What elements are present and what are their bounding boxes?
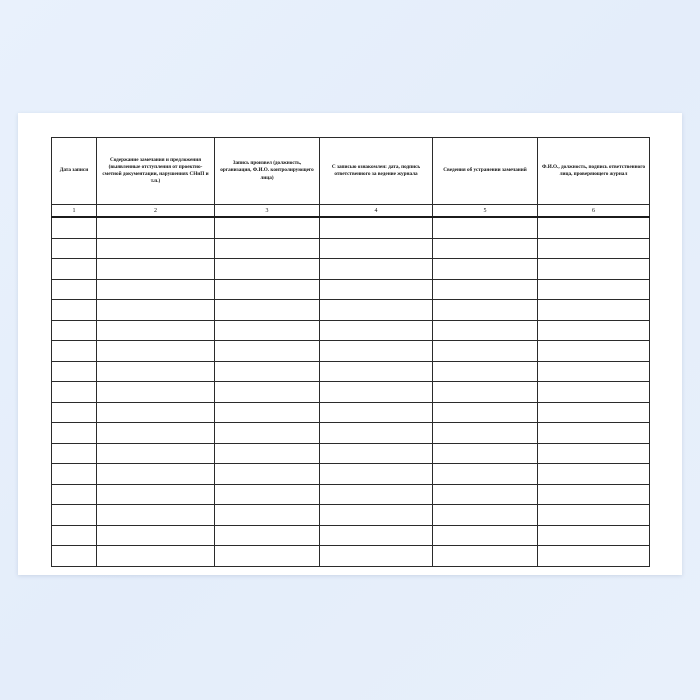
table-cell[interactable]: [215, 259, 320, 280]
journal-table: [51, 137, 650, 567]
column-number-row: [52, 205, 650, 218]
table-header: [52, 138, 650, 218]
table-cell[interactable]: [52, 423, 97, 444]
table-cell[interactable]: [433, 279, 538, 300]
column-header-2: Содержание замечания и предложения (выявленные отступления от проектно-сметной документации, нарушениях СНиП и т.п.): [97, 138, 215, 205]
table-row: [52, 300, 650, 321]
table-cell[interactable]: [97, 464, 215, 485]
table-cell[interactable]: [97, 382, 215, 403]
table-cell[interactable]: [97, 300, 215, 321]
table-cell[interactable]: [215, 525, 320, 546]
table-cell[interactable]: [97, 361, 215, 382]
table-cell[interactable]: [52, 464, 97, 485]
table-cell[interactable]: [52, 279, 97, 300]
column-number-5: 5: [433, 205, 538, 218]
paper-sheet: [18, 113, 682, 575]
table-cell[interactable]: [538, 279, 650, 300]
table-cell[interactable]: [215, 320, 320, 341]
table-cell[interactable]: [320, 279, 433, 300]
table-cell[interactable]: [52, 300, 97, 321]
table-cell[interactable]: [538, 546, 650, 567]
table-row: [52, 464, 650, 485]
table-cell[interactable]: [538, 525, 650, 546]
table-cell[interactable]: [97, 525, 215, 546]
table-cell[interactable]: [215, 443, 320, 464]
table-cell[interactable]: [433, 300, 538, 321]
table-cell[interactable]: [52, 320, 97, 341]
column-header-5: Сведения об устранении замечаний: [433, 138, 538, 205]
table-cell[interactable]: [433, 443, 538, 464]
table-cell[interactable]: [52, 361, 97, 382]
table-cell[interactable]: [52, 443, 97, 464]
table-cell[interactable]: [52, 505, 97, 526]
column-number-1: 1: [52, 205, 97, 218]
table-cell[interactable]: [215, 341, 320, 362]
table-cell[interactable]: [215, 464, 320, 485]
table-cell[interactable]: [538, 320, 650, 341]
column-header-4: С записью ознакомлен: дата, подпись ответственного за ведение журнала: [320, 138, 433, 205]
table-cell[interactable]: [433, 484, 538, 505]
table-cell[interactable]: [320, 259, 433, 280]
table-cell[interactable]: [320, 300, 433, 321]
table-cell[interactable]: [320, 341, 433, 362]
table-row: [52, 402, 650, 423]
table-row: [52, 382, 650, 403]
table-cell[interactable]: [97, 423, 215, 444]
table-row: [52, 279, 650, 300]
table-cell[interactable]: [215, 279, 320, 300]
journal-table-container: [51, 137, 649, 567]
table-cell[interactable]: [97, 402, 215, 423]
table-cell[interactable]: [433, 320, 538, 341]
table-cell[interactable]: [320, 320, 433, 341]
table-cell[interactable]: [215, 217, 320, 238]
table-cell[interactable]: [320, 382, 433, 403]
column-number-2: 2: [97, 205, 215, 218]
table-cell[interactable]: [215, 402, 320, 423]
table-body: [52, 217, 650, 566]
table-cell[interactable]: [52, 217, 97, 238]
column-header-1: Дата записи: [52, 138, 97, 205]
table-row: [52, 259, 650, 280]
table-cell[interactable]: [433, 546, 538, 567]
table-cell[interactable]: [215, 361, 320, 382]
table-cell[interactable]: [433, 341, 538, 362]
column-header-3: Запись произвел (должность, организация, Ф.И.О. контролирующего лица): [215, 138, 320, 205]
table-cell[interactable]: [538, 443, 650, 464]
table-cell[interactable]: [320, 484, 433, 505]
table-cell[interactable]: [97, 259, 215, 280]
table-cell[interactable]: [320, 402, 433, 423]
header-row: [52, 138, 650, 205]
table-cell[interactable]: [52, 402, 97, 423]
table-cell[interactable]: [538, 217, 650, 238]
table-row: [52, 443, 650, 464]
table-row: [52, 546, 650, 567]
table-cell[interactable]: [215, 505, 320, 526]
table-row: [52, 423, 650, 444]
table-cell[interactable]: [52, 382, 97, 403]
table-cell[interactable]: [538, 423, 650, 444]
table-row: [52, 525, 650, 546]
column-number-4: 4: [320, 205, 433, 218]
table-cell[interactable]: [320, 238, 433, 259]
table-cell[interactable]: [538, 505, 650, 526]
table-cell[interactable]: [97, 546, 215, 567]
table-cell[interactable]: [215, 423, 320, 444]
column-number-6: 6: [538, 205, 650, 218]
table-row: [52, 341, 650, 362]
table-cell[interactable]: [52, 259, 97, 280]
table-cell[interactable]: [538, 402, 650, 423]
table-cell[interactable]: [538, 238, 650, 259]
table-cell[interactable]: [433, 382, 538, 403]
table-cell[interactable]: [97, 320, 215, 341]
table-cell[interactable]: [433, 525, 538, 546]
table-cell[interactable]: [320, 505, 433, 526]
table-cell[interactable]: [320, 464, 433, 485]
table-cell[interactable]: [320, 423, 433, 444]
table-cell[interactable]: [538, 300, 650, 321]
table-cell[interactable]: [215, 238, 320, 259]
table-row: [52, 320, 650, 341]
table-cell[interactable]: [97, 443, 215, 464]
table-cell[interactable]: [52, 525, 97, 546]
table-row: [52, 484, 650, 505]
table-cell[interactable]: [215, 484, 320, 505]
table-cell[interactable]: [433, 423, 538, 444]
table-cell[interactable]: [538, 382, 650, 403]
table-row: [52, 361, 650, 382]
table-row: [52, 505, 650, 526]
table-cell[interactable]: [538, 361, 650, 382]
table-cell[interactable]: [215, 382, 320, 403]
table-row: [52, 238, 650, 259]
table-cell[interactable]: [433, 238, 538, 259]
table-cell[interactable]: [52, 341, 97, 362]
table-cell[interactable]: [215, 300, 320, 321]
table-row: [52, 217, 650, 238]
table-cell[interactable]: [97, 238, 215, 259]
column-header-6: Ф.И.О., должность, подпись ответственного лица, проверяющего журнал: [538, 138, 650, 205]
table-cell[interactable]: [97, 505, 215, 526]
table-cell[interactable]: [433, 259, 538, 280]
table-cell[interactable]: [97, 341, 215, 362]
table-cell[interactable]: [52, 546, 97, 567]
table-cell[interactable]: [320, 443, 433, 464]
table-cell[interactable]: [320, 525, 433, 546]
table-cell[interactable]: [538, 484, 650, 505]
table-cell[interactable]: [433, 217, 538, 238]
table-cell[interactable]: [538, 464, 650, 485]
table-cell[interactable]: [320, 361, 433, 382]
table-cell[interactable]: [433, 464, 538, 485]
table-cell[interactable]: [433, 505, 538, 526]
table-cell[interactable]: [538, 259, 650, 280]
table-cell[interactable]: [538, 341, 650, 362]
column-number-3: 3: [215, 205, 320, 218]
table-cell[interactable]: [97, 279, 215, 300]
table-cell[interactable]: [433, 361, 538, 382]
table-cell[interactable]: [97, 217, 215, 238]
table-cell[interactable]: [433, 402, 538, 423]
table-cell[interactable]: [320, 217, 433, 238]
table-cell[interactable]: [52, 238, 97, 259]
table-cell[interactable]: [215, 546, 320, 567]
table-cell[interactable]: [97, 484, 215, 505]
table-cell[interactable]: [52, 484, 97, 505]
table-cell[interactable]: [320, 546, 433, 567]
